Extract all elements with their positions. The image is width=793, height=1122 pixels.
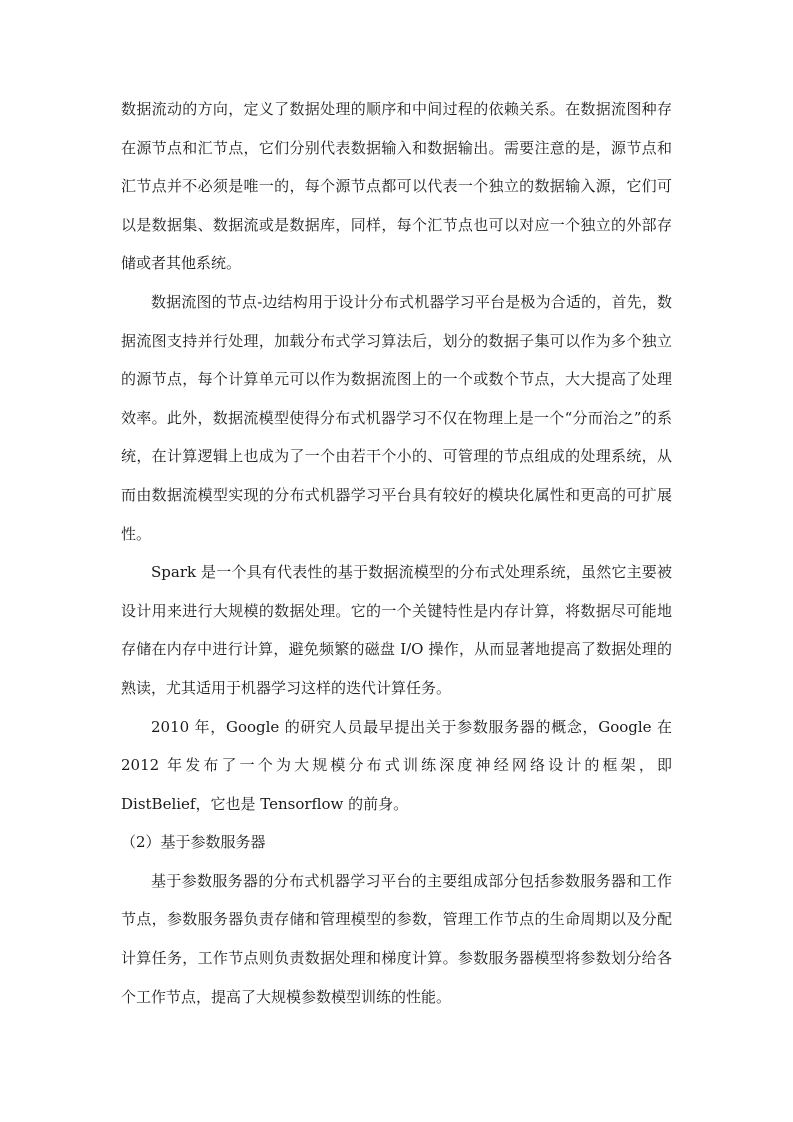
section-heading: （2）基于参数服务器 (121, 833, 266, 852)
paragraph-node-edge-structure: 数据流图的节点-边结构用于设计分布式机器学习平台是极为合适的，首先，数据流图支持并行处理，加载分布式学习算法后，划分的数据子集可以作为多个独立的源节点，每个计算单元可以作为数据流图上的一个或数个节点，大大提高了处理效率。此外，数据流模型使得分布式机器学习不仅在物理上是一个“分而治之”的系统，在计算逻辑上也成为了一个由若干个小的、可管理的节点组成的处理系统，从而由数据流模型实现的分布式机器学习平台具有较好的模块化属性和更高的可扩展性。 (121, 292, 672, 543)
paragraph-parameter-server: 基于参数服务器的分布式机器学习平台的主要组成部分包括参数服务器和工作节点，参数服务器负责存储和管理模型的参数，管理工作节点的生命周期以及分配计算任务，工作节点则负责数据处理和梯度计算。参数服务器模型将参数划分给各个工作节点，提高了大规模参数模型训练的性能。 (121, 871, 672, 1006)
paragraph-google-history: 2010 年，Google 的研究人员最早提出关于参数服务器的概念，Google 在 2012 年发布了一个为大规模分布式训练深度神经网络设计的框架，即 DistBelief，它也是 Tensorflow 的前身。 (121, 717, 672, 813)
paragraph-spark: Spark 是一个具有代表性的基于数据流模型的分布式处理系统，虽然它主要被设计用来进行大规模的数据处理。它的一个关键特性是内存计算，将数据尽可能地存储在内存中进行计算，避免频繁的磁盘 I/O 操作，从而显著地提高了数据处理的熟读，尤其适用于机器学习这样的迭代计算任务。 (121, 563, 672, 697)
paragraph-dataflow-direction: 数据流动的方向，定义了数据处理的顺序和中间过程的依赖关系。在数据流图种存在源节点和汇节点，它们分别代表数据输入和数据输出。需要注意的是，源节点和汇节点并不必须是唯一的，每个源节点都可以代表一个独立的数据输入源，它们可以是数据集、数据流或是数据库，同样，每个汇节点也可以对应一个独立的外部存储或者其他系统。 (121, 100, 672, 273)
